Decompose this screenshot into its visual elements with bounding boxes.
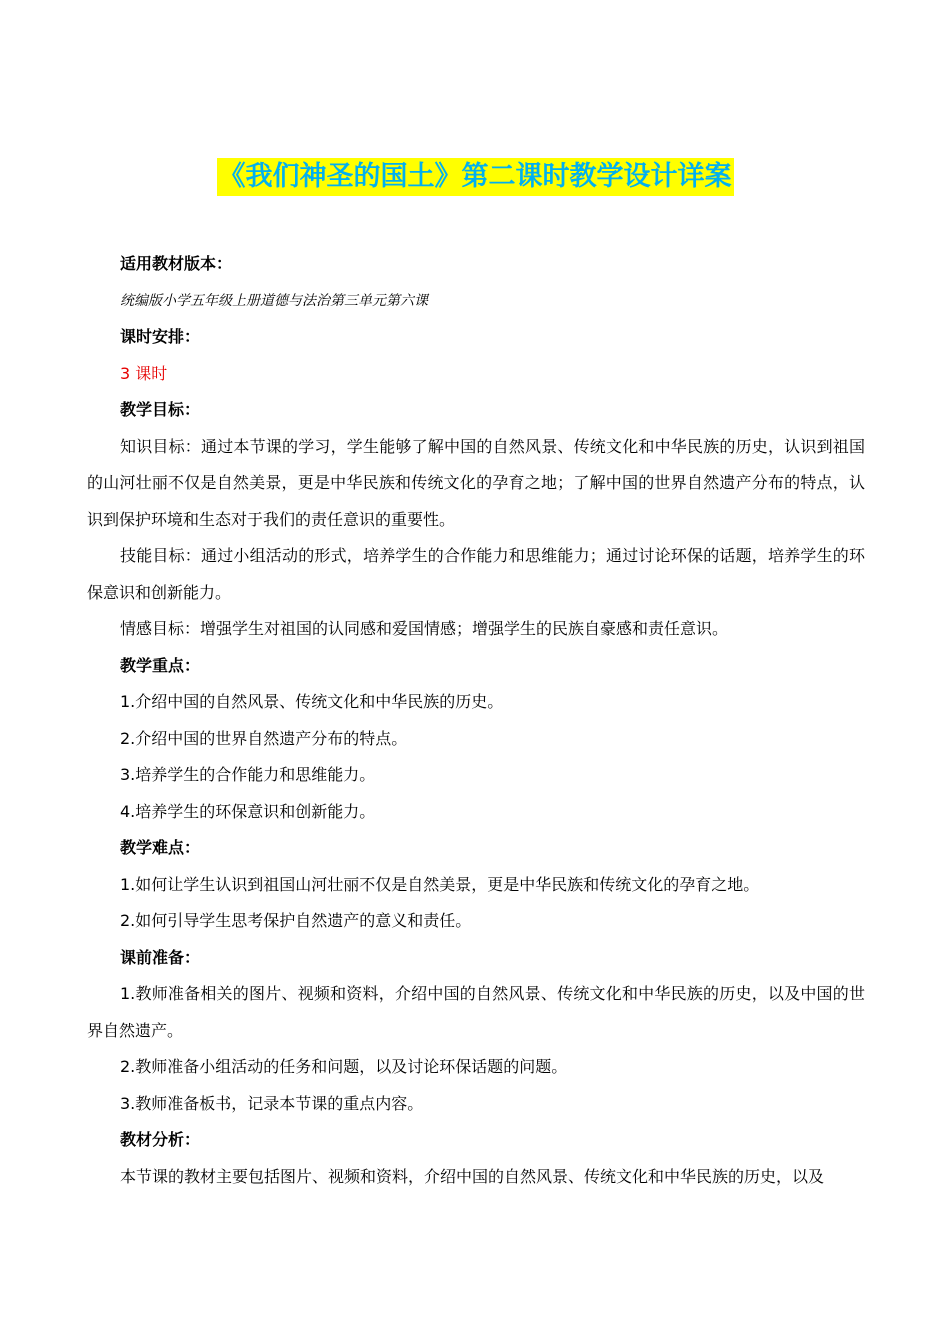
document-title: 《我们神圣的国土》第二课时教学设计详案 <box>217 158 734 196</box>
document-body <box>87 246 865 1195</box>
preparation-heading: 课前准备： <box>120 947 201 967</box>
key-points-heading: 教学重点： <box>120 655 201 675</box>
preparation-item: 1.教师准备相关的图片、视频和资料，介绍中国的自然风景、传统文化和中华民族的历史，以及中国的世界自然遗产。 <box>87 984 865 1040</box>
preparation-item: 3.教师准备板书，记录本节课的重点内容。 <box>120 1093 424 1113</box>
objectives-heading: 教学目标： <box>120 400 201 419</box>
key-point-item: 3.培养学生的合作能力和思维能力。 <box>120 765 376 784</box>
key-point-item: 4.培养学生的环保意识和创新能力。 <box>120 801 376 821</box>
textbook-version-value: 统编版小学五年级上册道德与法治第三单元第六课 <box>120 292 428 309</box>
emotion-objective: 情感目标：增强学生对祖国的认同感和爱国情感；增强学生的民族自豪感和责任意识。 <box>120 619 729 638</box>
difficulties-heading: 教学难点： <box>120 838 201 857</box>
knowledge-objective: 知识目标：通过本节课的学习，学生能够了解中国的自然风景、传统文化和中华民族的历史，认识到祖国的山河壮丽不仅是自然美景，更是中华民族和传统文化的孕育之地；了解中国的世界自然遗产分布的特点，认识到保护环境和生态对于我们的责任意识的重要性。 <box>87 436 865 529</box>
schedule-value: 3 课时 <box>120 363 168 383</box>
analysis-text: 本节课的教材主要包括图片、视频和资料，介绍中国的自然风景、传统文化和中华民族的历史，以及 <box>120 1166 825 1186</box>
schedule-heading: 课时安排： <box>120 327 201 346</box>
difficulty-item: 1.如何让学生认识到祖国山河壮丽不仅是自然美景，更是中华民族和传统文化的孕育之地。 <box>120 874 760 894</box>
key-point-item: 2.介绍中国的世界自然遗产分布的特点。 <box>120 728 408 748</box>
analysis-heading: 教材分析： <box>120 1130 201 1149</box>
difficulty-item: 2.如何引导学生思考保护自然遗产的意义和责任。 <box>120 911 472 930</box>
textbook-version-heading: 适用教材版本： <box>120 254 233 273</box>
skill-objective: 技能目标：通过小组活动的形式，培养学生的合作能力和思维能力；通过讨论环保的话题，培养学生的环保意识和创新能力。 <box>87 546 865 602</box>
preparation-item: 2.教师准备小组活动的任务和问题，以及讨论环保话题的问题。 <box>120 1057 568 1076</box>
title-container <box>0 158 950 196</box>
key-point-item: 1.介绍中国的自然风景、传统文化和中华民族的历史。 <box>120 692 504 711</box>
